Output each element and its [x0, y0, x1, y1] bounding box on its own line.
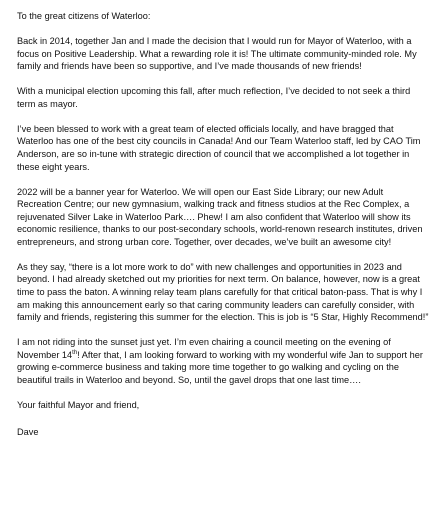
salutation: To the great citizens of Waterloo: [17, 11, 151, 21]
paragraph-decision: Back in 2014, together Jan and I made the decision that I would run for Mayor of Waterloo, with a focus on Positive Leadership. What a rewarding role it is! The ultimate community-minded role. My family and friends have been so supportive, and I’ve made thousands of new friends! [17, 35, 417, 72]
paragraph-sunset [17, 336, 429, 386]
paragraph-announcement: With a municipal election upcoming this fall, after much reflection, I’ve decided to not seek a third term as mayor. [17, 86, 411, 109]
paragraph-2022: 2022 will be a banner year for Waterloo. We will open our East Side Library; our new Adult Recreation Centre; our new gymnasium, walking track and fitness studios at the Rec Complex, a rejuvenated Silver Lake in Waterloo Park…. Phew! I am also confident that Waterloo will show its economic resilience, thanks to our post-secondary schools, world-renown research institutes, driven entrepreneurs, and strong urban core. Together, over decades, we’ve built an awesome city! [17, 186, 423, 247]
sunset-text-end: ! After that, I am looking forward to working with my wonderful wife Jan to support her growing e-commerce business and taking more time together to go walking and cycling on the beautiful trails in Waterloo and beyond. So, until the gavel drops that one last time…. [17, 349, 423, 385]
paragraph-council: I’ve been blessed to work with a great team of elected officials locally, and have bragged that Waterloo has one of the best city councils in Canada! And our Team Waterloo staff, led by CAO Tim Anderson, are so in-tune with strategic direction of council that we accomplished a lot together in these eight years. [17, 123, 421, 172]
ordinal-suffix: th [72, 349, 78, 356]
paragraph-future: As they say, “there is a lot more work to do” with new challenges and opportunities in 2023 and beyond. I had already sketched out my priorities for next term. On balance, however, now is a great time to pass the baton. A winning relay team plans carefully for that critical baton-pass. That is why I am making this announcement early so that caring community leaders can carefully consider, with family and friends, registering this summer for the election. This is job is “5 Star, Highly Recommend!” [17, 261, 429, 323]
signature: Dave [17, 426, 39, 437]
sunset-text-start: I am not riding into the sunset just yet. I’m even chairing a council meeting on the evening of November 14 [17, 337, 391, 360]
letter-body [17, 10, 429, 438]
closing-line: Your faithful Mayor and friend, [17, 399, 140, 410]
